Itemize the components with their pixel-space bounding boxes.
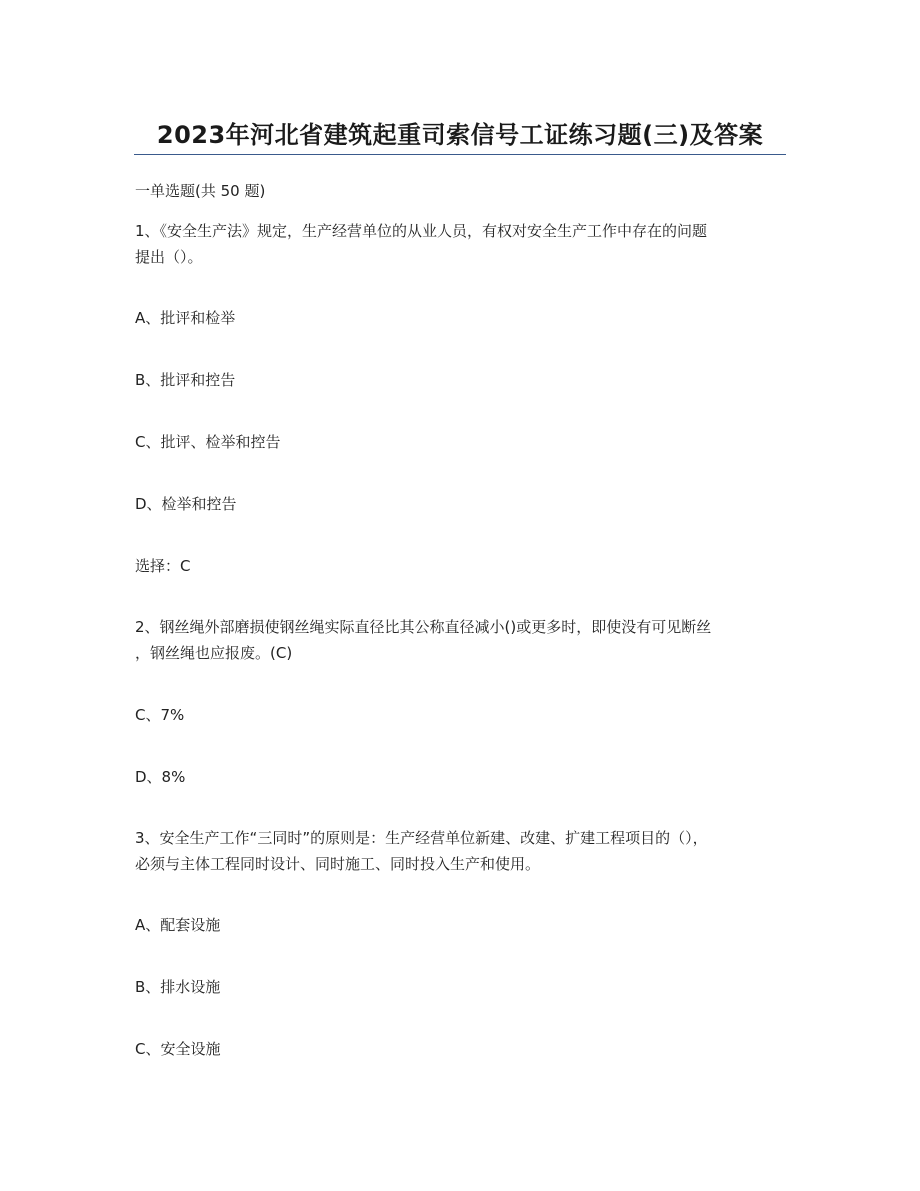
question-2-stem-line-1: 2、钢丝绳外部磨损使钢丝绳实际直径比其公称直径减小()或更多时，即使没有可见断丝	[135, 618, 712, 636]
question-1-option-b: B、批评和控告	[135, 371, 236, 389]
question-3-option-c: C、安全设施	[135, 1040, 221, 1058]
question-1-answer: 选择：C	[135, 557, 191, 575]
question-1-option-c: C、批评、检举和控告	[135, 433, 281, 451]
title-underline	[134, 154, 786, 155]
question-1-stem-line-1: 1、《安全生产法》规定，生产经营单位的从业人员，有权对安全生产工作中存在的问题	[135, 222, 708, 240]
question-3-stem-line-1: 3、安全生产工作“三同时”的原则是：生产经营单位新建、改建、扩建工程项目的（），	[135, 829, 708, 847]
question-3-option-a: A、配套设施	[135, 916, 221, 934]
question-2-option-d: D、8%	[135, 768, 186, 786]
question-3-option-b: B、排水设施	[135, 978, 221, 996]
question-3-stem-line-2: 必须与主体工程同时设计、同时施工、同时投入生产和使用。	[135, 855, 541, 873]
question-1-stem-line-2: 提出（）。	[135, 248, 203, 266]
question-2-stem-line-2: ，钢丝绳也应报废。(C)	[135, 644, 293, 662]
section-heading: 一单选题(共 50 题)	[135, 182, 266, 200]
document-title: 2023年河北省建筑起重司索信号工证练习题(三)及答案	[156, 121, 764, 149]
question-1-option-a: A、批评和检举	[135, 309, 236, 327]
question-1-option-d: D、检举和控告	[135, 495, 237, 513]
question-2-option-c: C、7%	[135, 706, 185, 724]
